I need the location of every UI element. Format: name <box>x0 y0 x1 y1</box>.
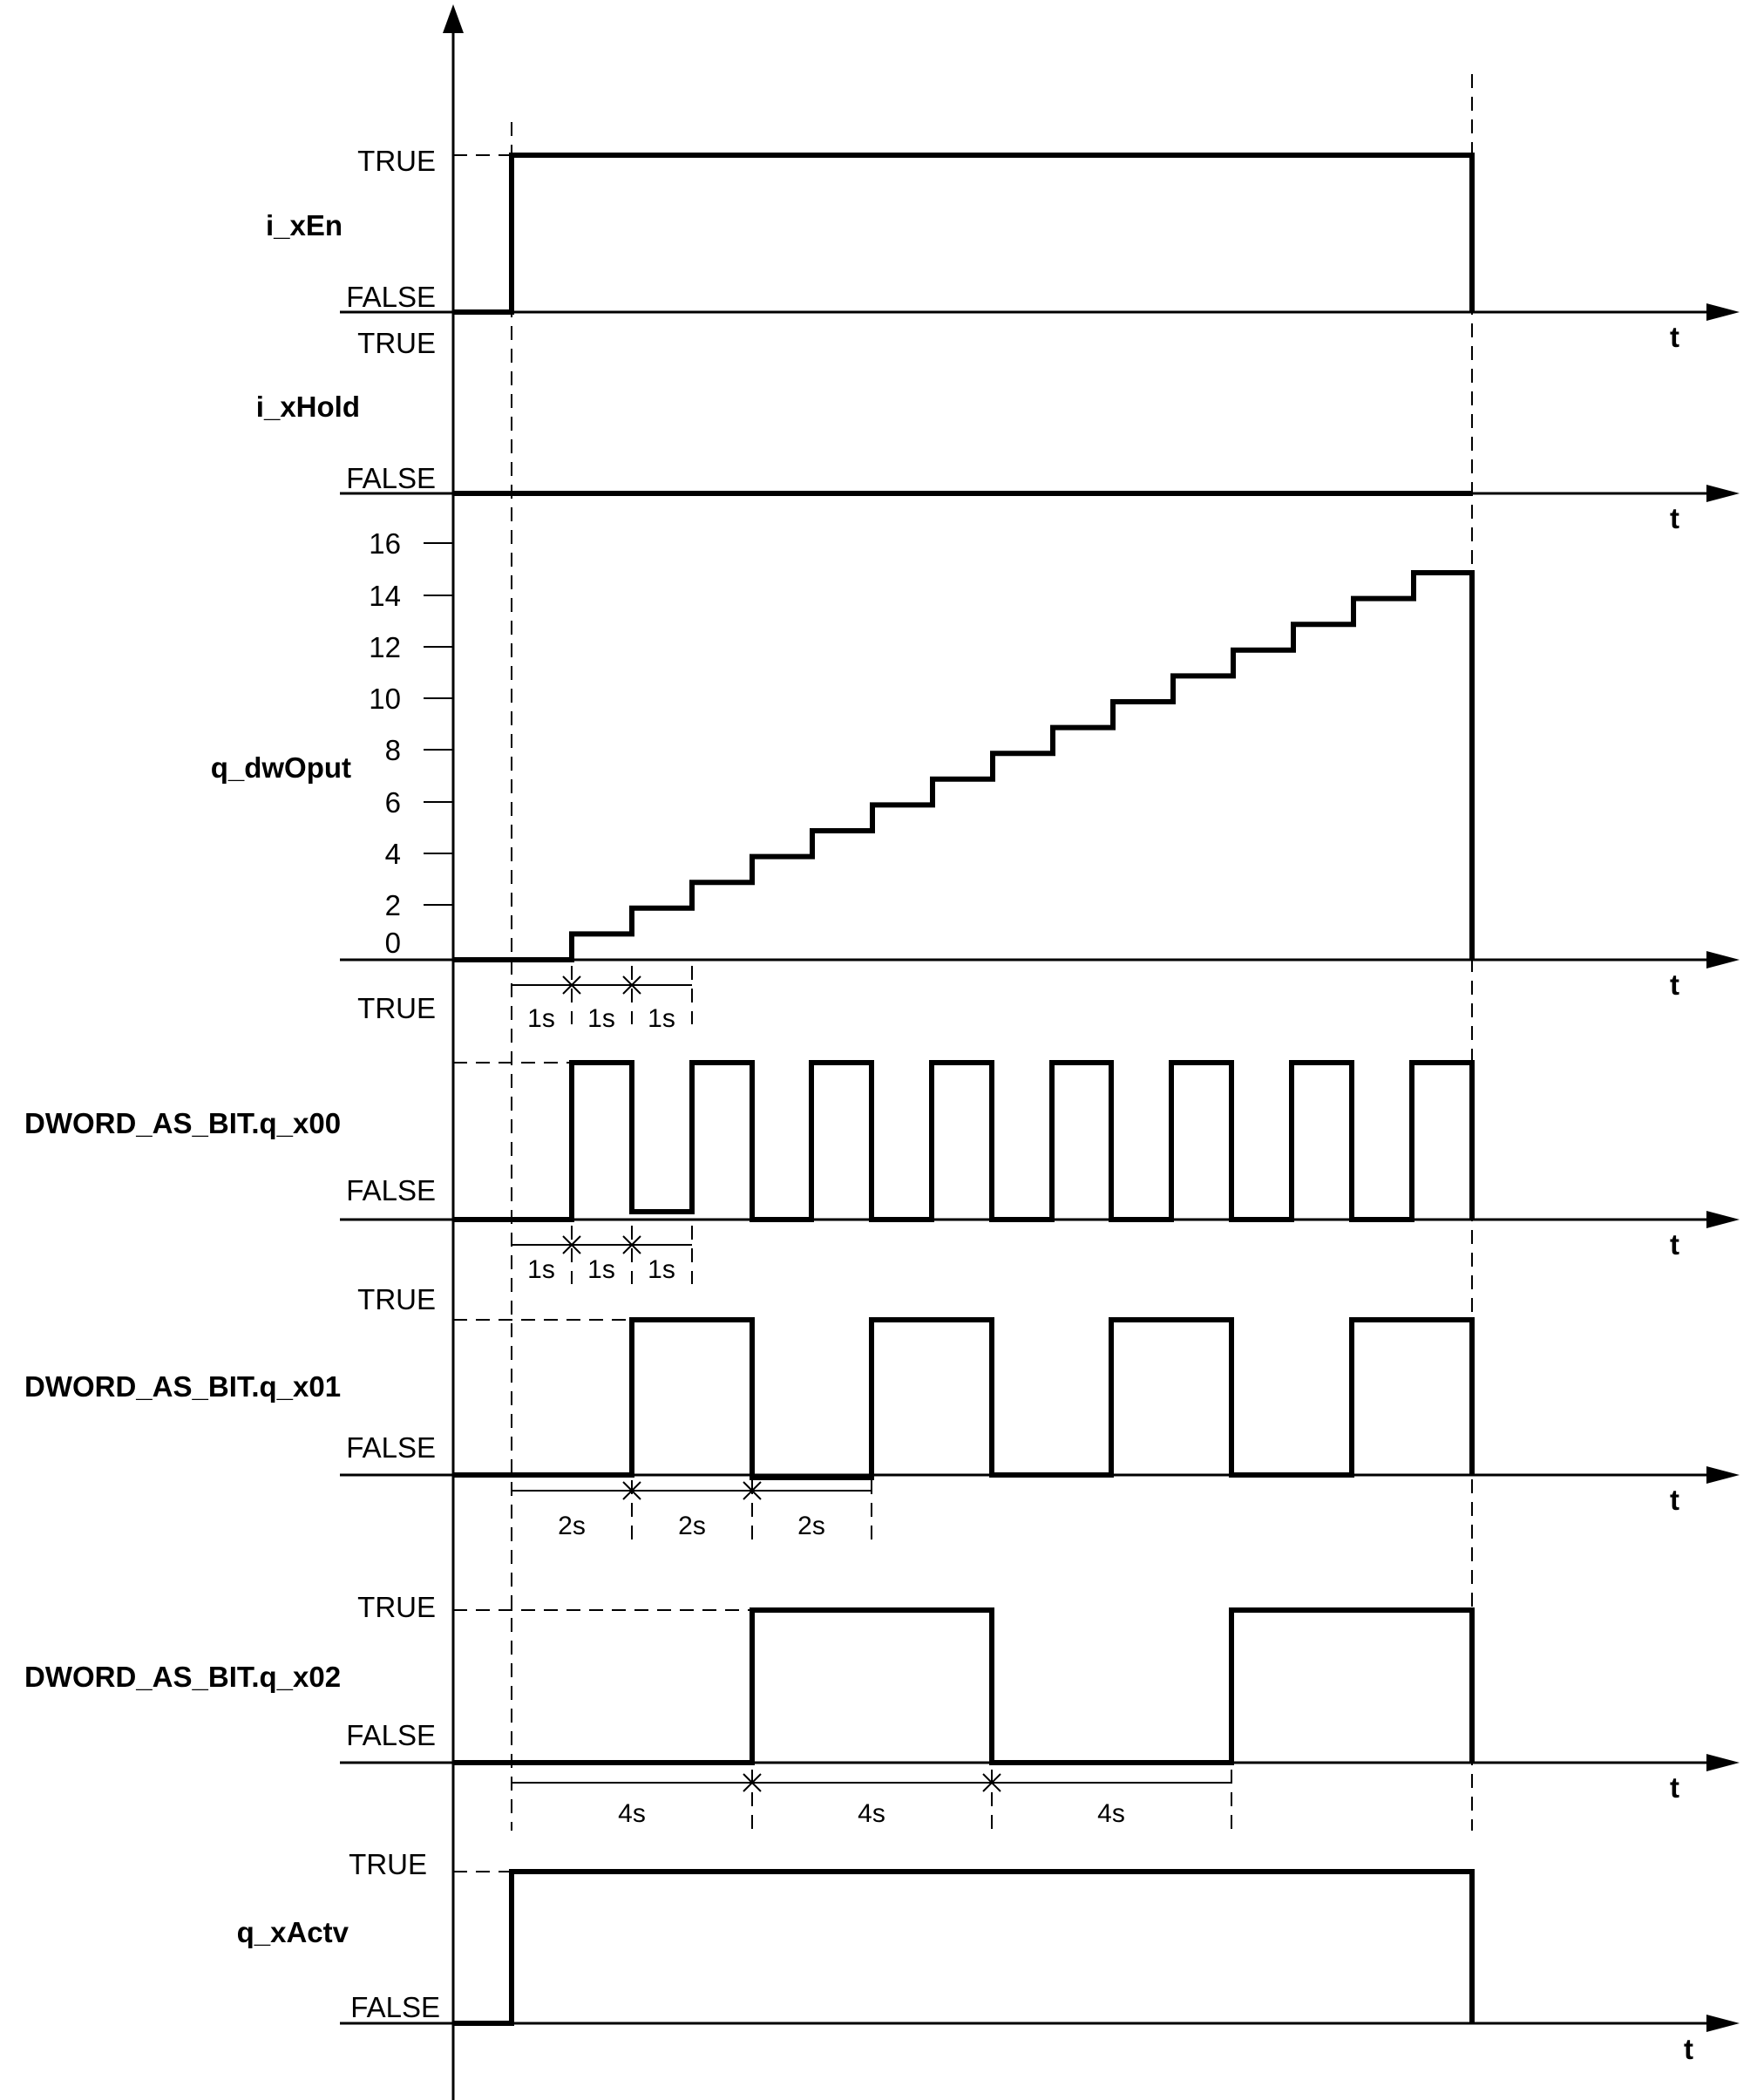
y-tick-label: 14 <box>369 580 401 612</box>
i-xen-true-label: TRUE <box>357 145 436 177</box>
q-x02-axis-arrow-icon <box>1706 1754 1740 1771</box>
i-xhold-false-label: FALSE <box>346 462 436 494</box>
y-tick-label: 2 <box>384 889 401 921</box>
q-xactv-waveform <box>453 1872 1472 2023</box>
q-xactv-true-label: TRUE <box>349 1848 427 1880</box>
q-x00-false-label: FALSE <box>346 1174 436 1206</box>
i-xhold-signal-name: i_xHold <box>255 391 360 423</box>
q-x02-waveform <box>453 1610 1472 1763</box>
q-x01-signal-name: DWORD_AS_BIT.q_x01 <box>24 1370 342 1403</box>
signal-q-x01 <box>24 1320 1740 1547</box>
y-tick-label: 12 <box>369 631 401 663</box>
duration-label: 1s <box>587 1255 615 1284</box>
q-dwoput-signal-name: q_dwOput <box>210 751 351 784</box>
q-dwoput-true-label: TRUE <box>357 992 436 1024</box>
i-xhold-t-label: t <box>1670 502 1679 534</box>
y-tick-label: 0 <box>384 927 401 959</box>
i-xen-waveform <box>453 155 1472 312</box>
q-x01-duration-marks <box>512 1480 872 1547</box>
q-x02-t-label: t <box>1670 1771 1679 1804</box>
signal-q-dwoput <box>211 527 1740 1033</box>
y-tick-label: 8 <box>384 734 401 766</box>
duration-label: 2s <box>558 1512 586 1540</box>
i-xen-axis-arrow-icon <box>1706 303 1740 321</box>
i-xhold-axis-arrow-icon <box>1706 485 1740 502</box>
q-x01-true-label: TRUE <box>357 1283 436 1315</box>
q-x00-t-label: t <box>1670 1228 1679 1261</box>
y-tick-label: 4 <box>384 838 401 870</box>
duration-label: 1s <box>648 1255 675 1284</box>
q-xactv-axis-arrow-icon <box>1706 2015 1740 2032</box>
q-dwoput-t-label: t <box>1670 968 1679 1001</box>
duration-label: 4s <box>1097 1799 1125 1828</box>
q-xactv-signal-name: q_xActv <box>236 1916 349 1948</box>
duration-label: 1s <box>648 1004 675 1033</box>
q-x01-axis-arrow-icon <box>1706 1466 1740 1484</box>
signal-q-x00 <box>24 1063 1740 1315</box>
q-x00-duration-marks <box>512 1226 692 1284</box>
duration-label: 4s <box>618 1799 646 1828</box>
q-x02-duration-marks <box>512 1770 1231 1831</box>
q-xactv-t-label: t <box>1684 2033 1693 2065</box>
y-tick-label: 10 <box>369 683 401 715</box>
duration-label: 1s <box>527 1255 555 1284</box>
q-x02-signal-name: DWORD_AS_BIT.q_x02 <box>24 1661 342 1693</box>
i-xhold-true-label: TRUE <box>357 327 436 359</box>
y-tick-label: 6 <box>384 786 401 819</box>
vertical-axis-arrow-icon <box>443 4 464 33</box>
duration-label: 1s <box>587 1004 615 1033</box>
duration-label: 4s <box>858 1799 885 1828</box>
q-x01-waveform <box>453 1320 1472 1478</box>
q-dwoput-axis-arrow-icon <box>1706 951 1740 968</box>
q-dwoput-duration-marks <box>512 966 692 1033</box>
signal-q-xactv <box>237 1848 1740 2065</box>
signal-i-xen <box>266 145 1740 353</box>
signal-q-x02 <box>24 1591 1740 1831</box>
y-tick-label: 16 <box>369 527 401 560</box>
duration-label: 2s <box>678 1512 706 1540</box>
q-dwoput-waveform <box>453 573 1472 960</box>
q-x00-waveform <box>453 1063 1472 1220</box>
q-x00-axis-arrow-icon <box>1706 1211 1740 1228</box>
q-x02-true-label: TRUE <box>357 1591 436 1623</box>
q-dwoput-y-ticks <box>369 527 453 959</box>
q-x00-signal-name: DWORD_AS_BIT.q_x00 <box>24 1107 342 1139</box>
duration-label: 1s <box>527 1004 555 1033</box>
q-x02-false-label: FALSE <box>346 1719 436 1751</box>
q-x01-false-label: FALSE <box>346 1431 436 1464</box>
signal-i-xhold <box>256 327 1740 534</box>
i-xen-false-label: FALSE <box>346 281 436 313</box>
duration-label: 2s <box>797 1512 825 1540</box>
i-xen-t-label: t <box>1670 321 1679 353</box>
q-x01-t-label: t <box>1670 1484 1679 1516</box>
i-xen-signal-name: i_xEn <box>265 209 343 241</box>
q-xactv-false-label: FALSE <box>350 1991 440 2023</box>
vertical-axis <box>443 4 464 2100</box>
